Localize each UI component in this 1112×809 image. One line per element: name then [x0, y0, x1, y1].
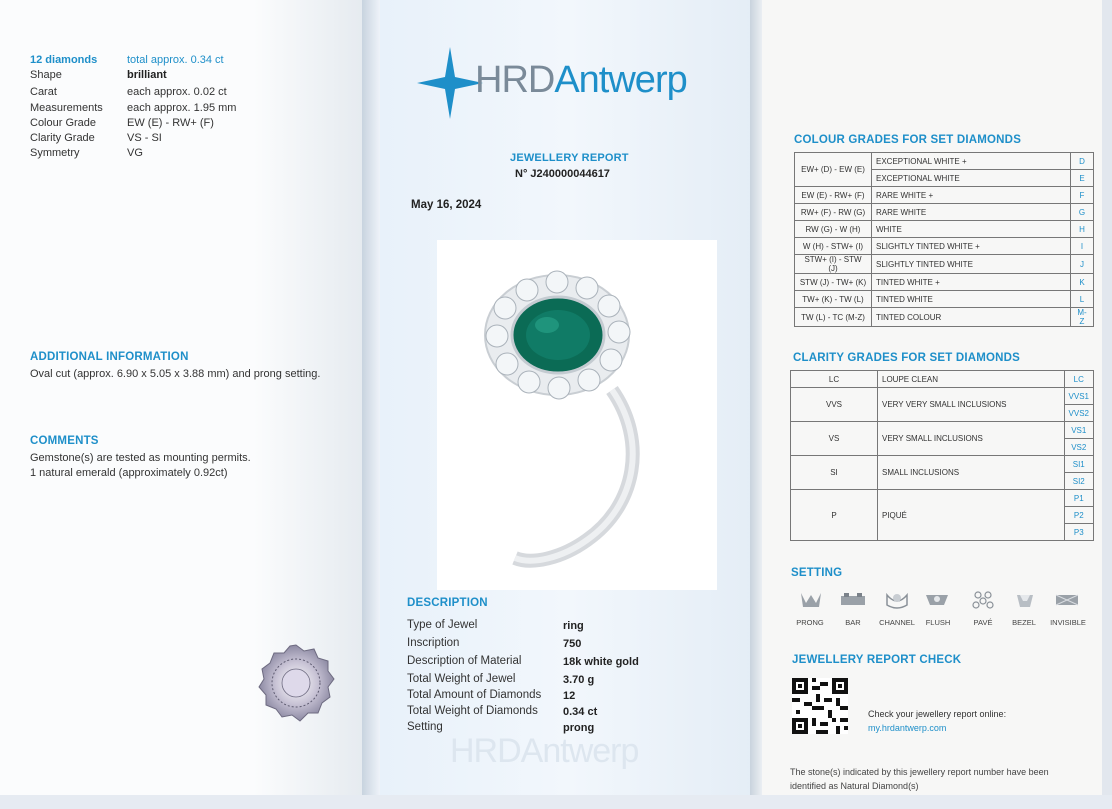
setting-title: SETTING — [791, 567, 843, 579]
clarity-grade: LC — [1064, 371, 1093, 388]
colour-grades-table — [794, 152, 1094, 327]
clarity-desc: SMALL INCLUSIONS — [878, 456, 1065, 490]
colour-desc: TINTED WHITE + — [872, 274, 1071, 291]
colour-letter: M-Z — [1071, 308, 1094, 327]
table-row — [795, 187, 1094, 204]
clarity-grade: VS1 — [1064, 422, 1093, 439]
clarity-code: VS — [791, 422, 878, 456]
description-label: Total Amount of Diamonds — [407, 689, 542, 701]
clarity-code: P — [791, 490, 878, 541]
colour-desc: TINTED COLOUR — [872, 308, 1071, 327]
report-title: JEWELLERY REPORT — [510, 152, 629, 164]
colour-code: W (H) - STW+ (I) — [795, 238, 872, 255]
clarity-desc: VERY VERY SMALL INCLUSIONS — [878, 388, 1065, 422]
spec-label: Shape — [30, 69, 62, 81]
report-check-url[interactable]: my.hrdantwerp.com — [868, 723, 947, 733]
description-label: Total Weight of Diamonds — [407, 705, 538, 717]
brand-logo: HRDAntwerp — [475, 59, 687, 101]
qr-code-icon[interactable] — [792, 678, 848, 734]
setting-label: PRONG — [796, 618, 824, 627]
diamonds-header: 12 diamonds — [30, 54, 98, 66]
flush-setting-icon — [924, 589, 950, 611]
footer-line-2: identified as Natural Diamond(s) — [790, 781, 919, 791]
hologram-seal — [256, 643, 336, 723]
spec-value: VG — [127, 147, 143, 159]
colour-letter: E — [1071, 170, 1094, 187]
table-row — [791, 456, 1094, 473]
colour-desc: SLIGHTLY TINTED WHITE + — [872, 238, 1071, 255]
colour-desc: WHITE — [872, 221, 1071, 238]
comments-title: COMMENTS — [30, 435, 99, 447]
colour-letter: G — [1071, 204, 1094, 221]
clarity-grade: P3 — [1064, 524, 1093, 541]
setting-label: FLUSH — [925, 618, 951, 627]
description-value: 18k white gold — [563, 656, 639, 668]
description-value: 750 — [563, 638, 582, 650]
table-row — [795, 153, 1094, 170]
description-title: DESCRIPTION — [407, 597, 488, 609]
watermark: HRDAntwerp — [450, 732, 639, 770]
table-row — [791, 490, 1094, 507]
comments-line-1: Gemstone(s) are tested as mounting permits. — [30, 452, 251, 464]
report-check-title: JEWELLERY REPORT CHECK — [792, 654, 962, 666]
colour-desc: TINTED WHITE — [872, 291, 1071, 308]
colour-code: TW+ (K) - TW (L) — [795, 291, 872, 308]
colour-code: RW (G) - W (H) — [795, 221, 872, 238]
clarity-grade: VVS1 — [1064, 388, 1093, 405]
colour-code: EW+ (D) - EW (E) — [795, 153, 872, 187]
clarity-grade: P1 — [1064, 490, 1093, 507]
table-row — [791, 388, 1094, 405]
colour-desc: RARE WHITE — [872, 204, 1071, 221]
colour-letter: H — [1071, 221, 1094, 238]
clarity-grade: SI2 — [1064, 473, 1093, 490]
page-edge — [1102, 0, 1112, 809]
clarity-grade: VS2 — [1064, 439, 1093, 456]
spec-value: brilliant — [127, 69, 167, 81]
channel-setting-icon — [884, 589, 910, 611]
spec-label: Colour Grade — [30, 117, 97, 129]
setting-label: CHANNEL — [879, 618, 915, 627]
report-check-text: Check your jewellery report online: — [868, 709, 1007, 719]
colour-letter: D — [1071, 153, 1094, 170]
clarity-grades-table — [790, 370, 1094, 541]
setting-label: PAVÉ — [973, 618, 993, 627]
clarity-desc: VERY SMALL INCLUSIONS — [878, 422, 1065, 456]
colour-letter: L — [1071, 291, 1094, 308]
bar-setting-icon — [840, 589, 866, 611]
description-value: 3.70 g — [563, 674, 595, 686]
additional-info-title: ADDITIONAL INFORMATION — [30, 351, 189, 363]
colour-code: EW (E) - RW+ (F) — [795, 187, 872, 204]
clarity-desc: PIQUÉ — [878, 490, 1065, 541]
table-row — [795, 204, 1094, 221]
report-date: May 16, 2024 — [411, 199, 482, 211]
colour-letter: F — [1071, 187, 1094, 204]
spec-label: Measurements — [30, 102, 103, 114]
clarity-code: VVS — [791, 388, 878, 422]
colour-code: TW (L) - TC (M-Z) — [795, 308, 872, 327]
clarity-grade: VVS2 — [1064, 405, 1093, 422]
colour-desc: EXCEPTIONAL WHITE — [872, 170, 1071, 187]
colour-code: STW (J) - TW+ (K) — [795, 274, 872, 291]
pave-setting-icon — [970, 589, 996, 611]
prong-setting-icon — [798, 589, 824, 611]
table-row — [795, 255, 1094, 274]
description-label: Type of Jewel — [407, 619, 478, 631]
invisible-setting-icon — [1054, 589, 1080, 611]
page-bottom-strip — [0, 795, 1112, 809]
description-value: prong — [563, 722, 595, 734]
colour-desc: EXCEPTIONAL WHITE + — [872, 153, 1071, 170]
colour-letter: K — [1071, 274, 1094, 291]
description-value: 12 — [563, 690, 576, 702]
bezel-setting-icon — [1012, 589, 1038, 611]
emerald-ring-image — [437, 240, 717, 590]
diamonds-total: total approx. 0.34 ct — [127, 54, 224, 66]
spec-value: each approx. 1.95 mm — [127, 102, 237, 114]
description-label: Description of Material — [407, 655, 522, 667]
clarity-code: SI — [791, 456, 878, 490]
table-row — [791, 422, 1094, 439]
clarity-grades-title: CLARITY GRADES FOR SET DIAMONDS — [793, 352, 1021, 364]
colour-desc: SLIGHTLY TINTED WHITE — [872, 255, 1071, 274]
table-row — [795, 291, 1094, 308]
colour-desc: RARE WHITE + — [872, 187, 1071, 204]
clarity-grade: SI1 — [1064, 456, 1093, 473]
report-number: N° J240000044617 — [515, 168, 610, 180]
table-row — [795, 308, 1094, 327]
clarity-grade: P2 — [1064, 507, 1093, 524]
table-row — [795, 238, 1094, 255]
colour-code: RW+ (F) - RW (G) — [795, 204, 872, 221]
setting-label: INVISIBLE — [1050, 618, 1086, 627]
description-value: 0.34 ct — [563, 706, 598, 718]
spec-label: Symmetry — [30, 147, 80, 159]
spec-value: VS - SI — [127, 132, 162, 144]
additional-info-text: Oval cut (approx. 6.90 x 5.05 x 3.88 mm) and prong setting. — [30, 368, 321, 380]
spec-value: EW (E) - RW+ (F) — [127, 117, 214, 129]
colour-letter: J — [1071, 255, 1094, 274]
ring-photo — [437, 240, 717, 590]
table-row — [795, 221, 1094, 238]
description-value: ring — [563, 620, 584, 632]
right-panel — [762, 0, 1102, 795]
colour-letter: I — [1071, 238, 1094, 255]
table-row — [795, 274, 1094, 291]
comments-line-2: 1 natural emerald (approximately 0.92ct) — [30, 467, 228, 479]
clarity-code: LC — [791, 371, 878, 388]
spec-value: each approx. 0.02 ct — [127, 86, 227, 98]
description-label: Total Weight of Jewel — [407, 673, 516, 685]
fold-shadow — [362, 0, 380, 795]
footer-line-1: The stone(s) indicated by this jewellery report number have been — [790, 767, 1049, 777]
clarity-desc: LOUPE CLEAN — [878, 371, 1065, 388]
description-label: Setting — [407, 721, 443, 733]
setting-label: BAR — [845, 618, 861, 627]
description-label: Inscription — [407, 637, 460, 649]
star-logo-icon — [417, 47, 483, 119]
left-panel — [0, 0, 362, 795]
colour-grades-title: COLOUR GRADES FOR SET DIAMONDS — [794, 134, 1022, 146]
spec-label: Carat — [30, 86, 57, 98]
table-row — [791, 371, 1094, 388]
middle-panel — [380, 0, 756, 795]
setting-label: BEZEL — [1012, 618, 1036, 627]
spec-label: Clarity Grade — [30, 132, 95, 144]
colour-code: STW+ (I) - STW (J) — [795, 255, 872, 274]
